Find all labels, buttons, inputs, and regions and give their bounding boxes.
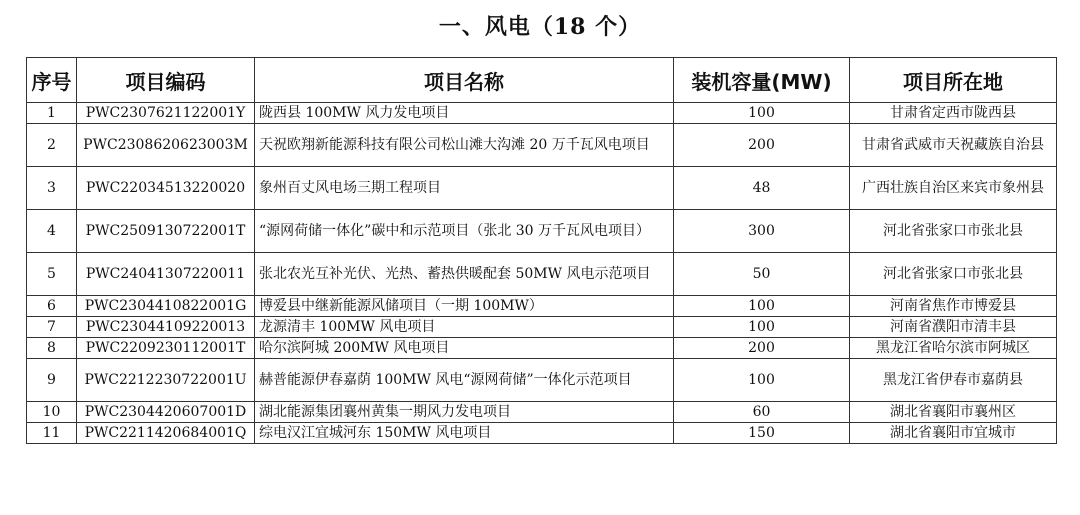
cell-capacity: 200	[674, 124, 850, 167]
cell-location: 河南省濮阳市清丰县	[850, 317, 1057, 338]
cell-code: PWC2212230722001U	[77, 359, 255, 402]
cell-name: “源网荷储一体化”碳中和示范项目（张北 30 万千瓦风电项目）	[255, 210, 674, 253]
table-row	[27, 253, 1057, 296]
cell-serial: 9	[27, 359, 77, 402]
cell-serial: 6	[27, 296, 77, 317]
cell-name: 哈尔滨阿城 200MW 风电项目	[255, 338, 674, 359]
cell-location: 黑龙江省哈尔滨市阿城区	[850, 338, 1057, 359]
cell-capacity: 100	[674, 359, 850, 402]
cell-location: 甘肃省定西市陇西县	[850, 103, 1057, 124]
cell-code: PWC22034513220020	[77, 167, 255, 210]
cell-code: PWC2211420684001Q	[77, 423, 255, 444]
cell-capacity: 100	[674, 103, 850, 124]
cell-name: 象州百丈风电场三期工程项目	[255, 167, 674, 210]
cell-location: 广西壮族自治区来宾市象州县	[850, 167, 1057, 210]
cell-location: 湖北省襄阳市襄州区	[850, 402, 1057, 423]
cell-serial: 1	[27, 103, 77, 124]
cell-code: PWC23044109220013	[77, 317, 255, 338]
cell-serial: 4	[27, 210, 77, 253]
col-header-name: 项目名称	[255, 58, 674, 103]
cell-code: PWC2209230112001T	[77, 338, 255, 359]
cell-name: 陇西县 100MW 风力发电项目	[255, 103, 674, 124]
cell-location: 湖北省襄阳市宜城市	[850, 423, 1057, 444]
project-table	[26, 57, 1057, 444]
table-row	[27, 210, 1057, 253]
cell-code: PWC2304410822001G	[77, 296, 255, 317]
cell-capacity: 150	[674, 423, 850, 444]
table-header-row	[27, 58, 1057, 103]
table-row	[27, 338, 1057, 359]
cell-name: 天祝欧翔新能源科技有限公司松山滩大沟滩 20 万千瓦风电项目	[255, 124, 674, 167]
cell-name: 张北农光互补光伏、光热、蓄热供暖配套 50MW 风电示范项目	[255, 253, 674, 296]
cell-code: PWC2308620623003M	[77, 124, 255, 167]
cell-code: PWC24041307220011	[77, 253, 255, 296]
cell-capacity: 300	[674, 210, 850, 253]
cell-code: PWC2304420607001D	[77, 402, 255, 423]
table-row	[27, 359, 1057, 402]
cell-name: 综电汉江宜城河东 150MW 风电项目	[255, 423, 674, 444]
cell-capacity: 48	[674, 167, 850, 210]
cell-capacity: 100	[674, 317, 850, 338]
table-row	[27, 167, 1057, 210]
cell-capacity: 100	[674, 296, 850, 317]
cell-serial: 2	[27, 124, 77, 167]
cell-name: 龙源清丰 100MW 风电项目	[255, 317, 674, 338]
cell-name: 赫普能源伊春嘉荫 100MW 风电“源网荷储”一体化示范项目	[255, 359, 674, 402]
cell-capacity: 60	[674, 402, 850, 423]
cell-name: 博爱县中继新能源风储项目（一期 100MW）	[255, 296, 674, 317]
table-row	[27, 103, 1057, 124]
cell-code: PWC2307621122001Y	[77, 103, 255, 124]
cell-serial: 8	[27, 338, 77, 359]
page-title: 一、风电（18 个）	[438, 14, 642, 40]
table-row	[27, 402, 1057, 423]
cell-code: PWC2509130722001T	[77, 210, 255, 253]
table-row	[27, 124, 1057, 167]
cell-location: 河北省张家口市张北县	[850, 210, 1057, 253]
cell-capacity: 200	[674, 338, 850, 359]
cell-serial: 11	[27, 423, 77, 444]
col-header-location: 项目所在地	[850, 58, 1057, 103]
col-header-code: 项目编码	[77, 58, 255, 103]
cell-name: 湖北能源集团襄州黄集一期风力发电项目	[255, 402, 674, 423]
cell-serial: 3	[27, 167, 77, 210]
cell-serial: 10	[27, 402, 77, 423]
cell-location: 甘肃省武威市天祝藏族自治县	[850, 124, 1057, 167]
table-row	[27, 296, 1057, 317]
cell-location: 河南省焦作市博爱县	[850, 296, 1057, 317]
cell-serial: 5	[27, 253, 77, 296]
cell-location: 黑龙江省伊春市嘉荫县	[850, 359, 1057, 402]
col-header-serial: 序号	[27, 58, 77, 103]
cell-location: 河北省张家口市张北县	[850, 253, 1057, 296]
cell-serial: 7	[27, 317, 77, 338]
cell-capacity: 50	[674, 253, 850, 296]
col-header-capacity: 装机容量(MW)	[674, 58, 850, 103]
table-row	[27, 423, 1057, 444]
table-row	[27, 317, 1057, 338]
